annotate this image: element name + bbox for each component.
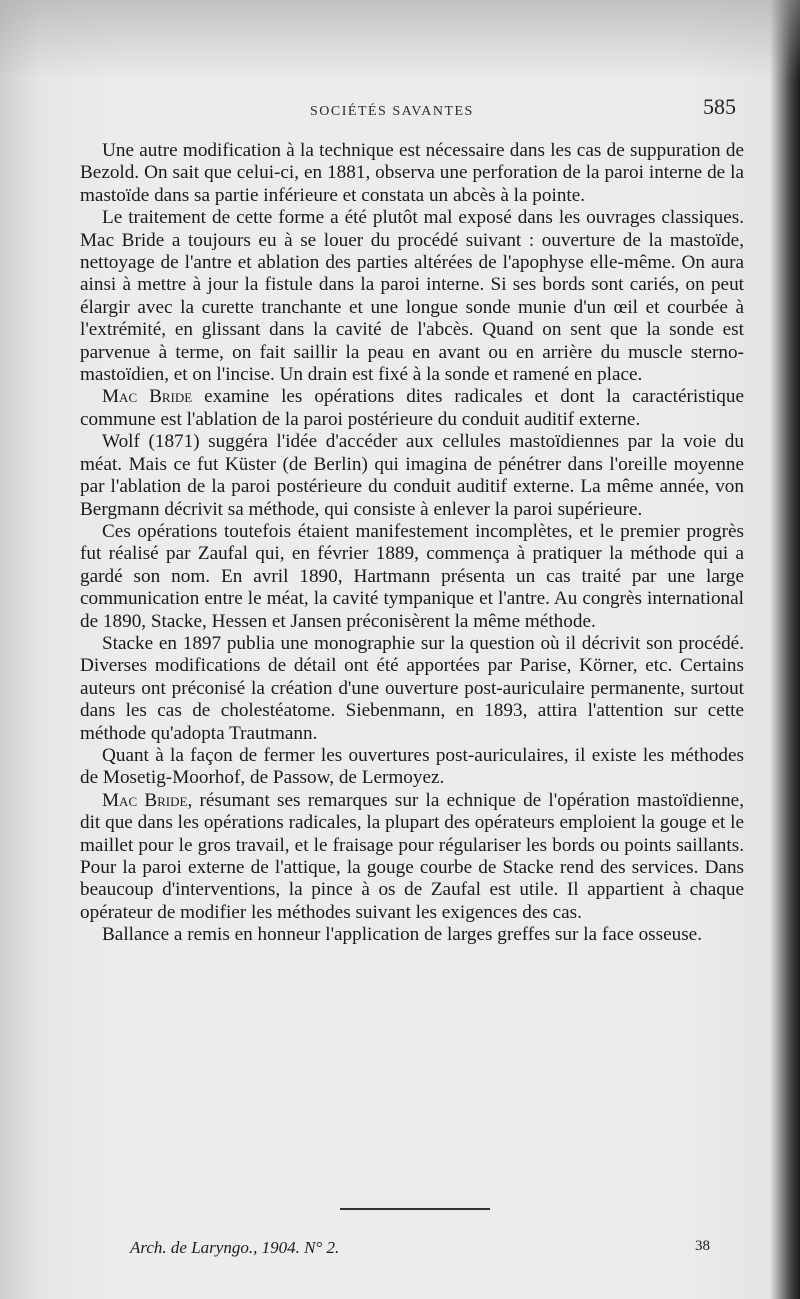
paragraph: Wolf (1871) suggéra l'idée d'accéder aux cellules mastoïdiennes par la voie du méat. Mais ce fut Küster (de Berlin) qui imagina de pénétrer dans l'oreille moyenne par l'ablation de la paroi postérieure du conduit auditif externe. La même année, von Bergmann décrivit sa méthode, qui consiste à enlever la paroi supérieure. [80,431,744,520]
author-name: Mac Bride [102,789,188,811]
paragraph: Quant à la façon de fermer les ouvertures post-auriculaires, il existe les méthodes de Mosetig-Moorhof, de Passow, de Lermoyez. [80,744,744,789]
paragraph: Ces opérations toutefois étaient manifestement incomplètes, et le premier progrès fut réalisé par Zaufal qui, en février 1889, commença à pratiquer la méthode qui a gardé son nom. En avril 1890, Hartmann présenta un cas traité par une large communication entre le méat, la cavité tympanique et l'antre. Au congrès international de 1890, Stacke, Hessen et Jansen préconisèrent la même méthode. [80,520,744,632]
footer-rule [340,1208,490,1210]
page-header [80,92,740,132]
paragraph: Ballance a remis en honneur l'application de larges greffes sur la face osseuse. [102,924,702,946]
running-head: SOCIÉTÉS SAVANTES [310,104,474,119]
paragraph: Le traitement de cette forme a été plutôt mal exposé dans les ouvrages classiques. Mac Bride a toujours eu à se louer du procédé suivant : ouverture de la mastoïde, nettoyage de l'antre et ablation des parties altérées de l'apophyse elle-même. On aura ainsi à mettre à jour la fistule dans la paroi interne. Si ses bords sont cariés, on peut élargir avec la curette tranchante et une longue sonde munie d'un œil et courbée à l'extrémité, en glissant dans la cavité de l'abcès. Quand on sent que la sonde est parvenue à terme, on fait saillir la peau en avant ou en arrière du muscle sterno-mastoïdien, et on l'incise. Un drain est fixé à la sonde et ramené en place. [80,207,744,386]
scan-shadow [0,0,800,80]
journal-citation: Arch. de Laryngo., 1904. N° 2. [130,1238,340,1257]
page-footer [130,1238,710,1268]
paragraph-text: , résumant ses remarques sur la echnique de l'opération mastoïdienne, dit que dans les opérations radicales, la plupart des opérateurs emploient la gouge et le maillet pour le gros travail, et le fraisage pour régulariser les bords ou points saillants. Pour la paroi externe de l'attique, la gouge courbe de Stacke rend des services. Dans beaucoup d'interventions, la pince à os de Zaufal est utile. Il appartient à chaque opérateur de modifier les méthodes suivant les exigences des cas. [80,789,744,923]
signature-mark: 38 [695,1238,710,1254]
paragraph-text: examine les opérations dites radicales et dont la caractéristique commune est l'ablation de la paroi postérieure du conduit auditif externe. [80,386,745,430]
paragraph: Stacke en 1897 publia une monographie sur la question où il décrivit son procédé. Diverses modifications de détail ont été apportées par Parise, Körner, etc. Certains auteurs ont préconisé la création d'une ouverture post-auriculaire permanente, surtout dans les cas de cholestéatome. Siebenmann, en 1893, attira l'attention sur cette méthode qu'adopta Trautmann. [80,632,744,744]
paragraph: Une autre modification à la technique est nécessaire dans les cas de suppuration de Bezold. On sait que celui-ci, en 1881, observa une perforation de la paroi interne de la mastoïde dans sa partie inférieure et constata un abcès à la pointe. [80,140,744,206]
body-text [80,140,744,947]
paragraph [80,790,744,924]
author-name: Mac Bride [102,386,193,408]
paragraph [80,386,744,431]
page-number: 585 [703,94,736,119]
